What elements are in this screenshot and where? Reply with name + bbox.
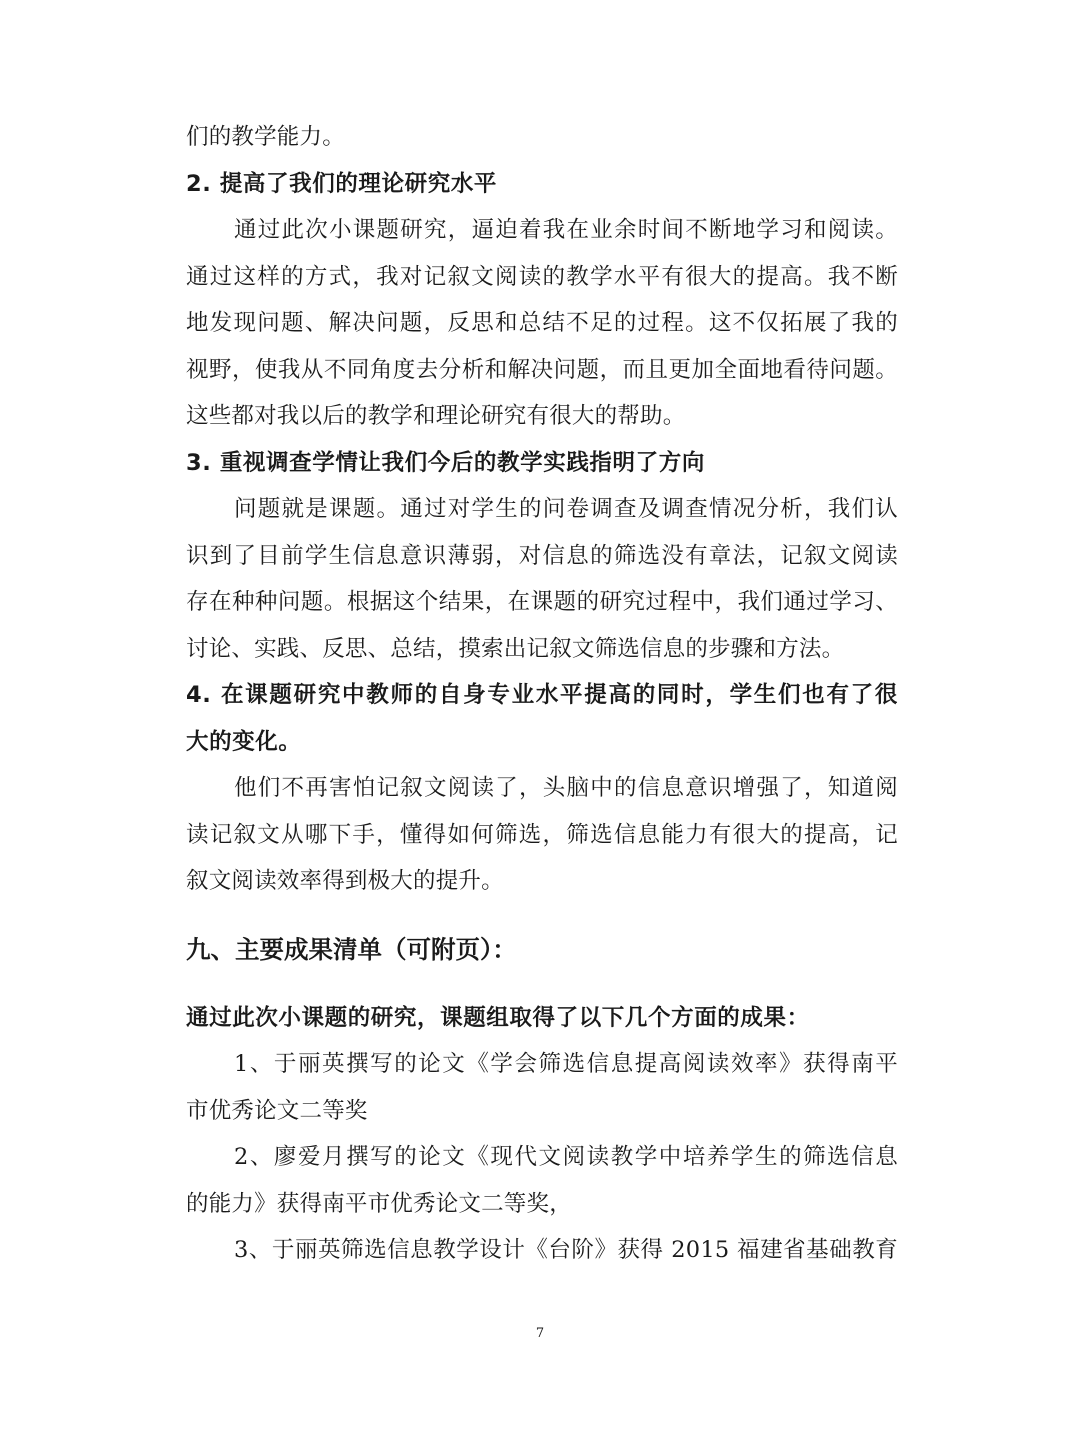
text-line: 读记叙文从哪下手，懂得如何筛选，筛选信息能力有很大的提高，记: [186, 821, 898, 848]
text-line: 视野，使我从不同角度去分析和解决问题，而且更加全面地看待问题。: [186, 356, 898, 383]
result-line: 3、于丽英筛选信息教学设计《台阶》获得 2015 福建省基础教育: [234, 1237, 898, 1263]
text-line: 地发现问题、解决问题，反思和总结不足的过程。这不仅拓展了我的: [186, 310, 898, 336]
text-line: 识到了目前学生信息意识薄弱，对信息的筛选没有章法，记叙文阅读: [186, 542, 898, 569]
text-line: 2. 提高了我们的理论研究水平: [186, 170, 498, 197]
result-line: 市优秀论文二等奖: [186, 1097, 368, 1124]
text-line: 通过此次小课题研究，逼迫着我在业余时间不断地学习和阅读。: [234, 217, 898, 243]
page-number: 7: [535, 1326, 545, 1341]
text-line: 存在种种问题。根据这个结果，在课题的研究过程中，我们通过学习、: [186, 589, 898, 615]
result-line: 2、廖爱月撰写的论文《现代文阅读教学中培养学生的筛选信息: [234, 1144, 898, 1170]
text-line: 讨论、实践、反思、总结，摸索出记叙文筛选信息的步骤和方法。: [186, 635, 845, 662]
result-line: 的能力》获得南平市优秀论文二等奖，: [186, 1190, 572, 1217]
text-line: 叙文阅读效率得到极大的提升。: [186, 868, 504, 894]
text-line: 3. 重视调查学情让我们今后的教学实践指明了方向: [186, 449, 705, 476]
text-line: 们的教学能力。: [186, 124, 345, 150]
body-text: [186, 114, 898, 905]
text-line: 他们不再害怕记叙文阅读了，头脑中的信息意识增强了，知道阅: [234, 775, 898, 801]
text-line: 这些都对我以后的教学和理论研究有很大的帮助。: [186, 403, 686, 429]
text-line: 通过这样的方式，我对记叙文阅读的教学水平有很大的提高。我不断: [186, 263, 898, 290]
document-page: [186, 114, 898, 1274]
result-line: 1、于丽英撰写的论文《学会筛选信息提高阅读效率》获得南平: [234, 1051, 898, 1077]
section-heading: 九、主要成果清单（可附页）：: [186, 934, 517, 964]
text-line: 问题就是课题。通过对学生的问卷调查及调查情况分析，我们认: [234, 496, 898, 522]
result-line: 通过此次小课题的研究，课题组取得了以下几个方面的成果：: [186, 1004, 810, 1031]
text-line: 大的变化。: [186, 728, 302, 755]
text-line: 4. 在课题研究中教师的自身专业水平提高的同时，学生们也有了很: [186, 682, 898, 708]
results-list: [186, 995, 898, 1274]
